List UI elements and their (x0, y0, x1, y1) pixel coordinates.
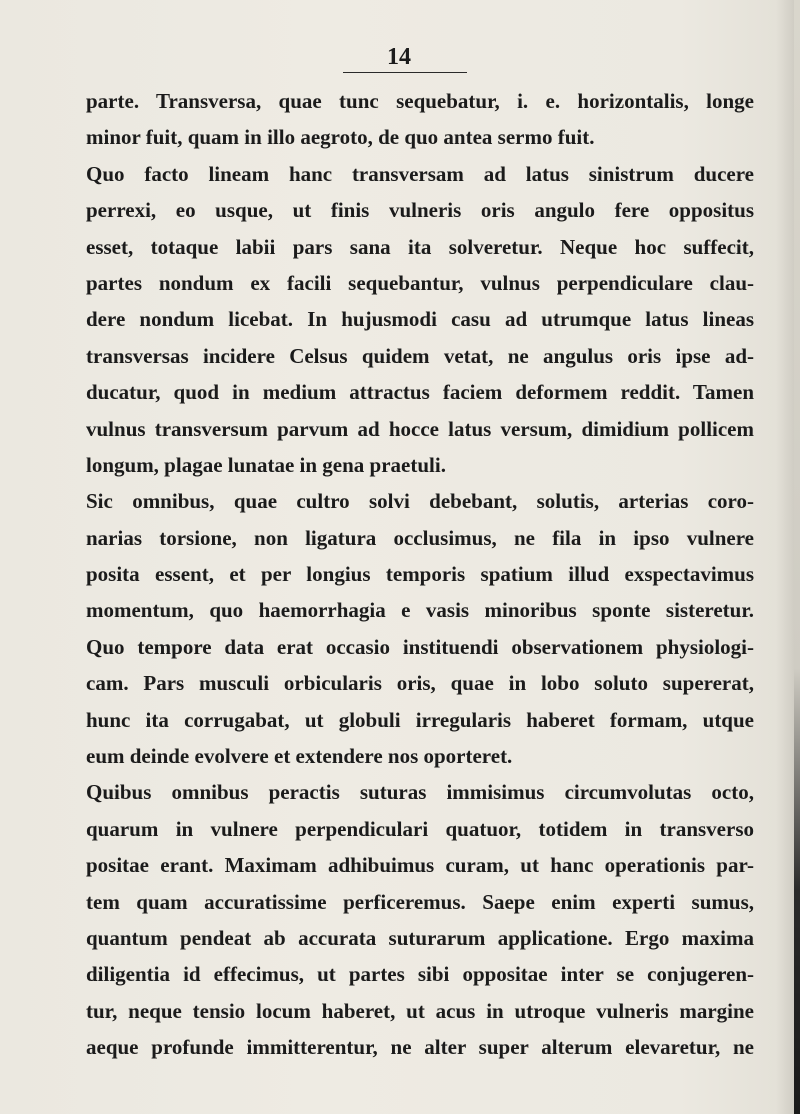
text-line: aeque profunde immitterentur, ne alter super alterum elevaretur, ne (86, 1035, 754, 1060)
text-line: quarum in vulnere perpendiculari quatuor, totidem in transverso (86, 816, 754, 841)
text-line: Sic omnibus, quae cultro solvi debebant, solutis, arterias coro- (86, 489, 754, 514)
text-line: cam. Pars musculi orbicularis oris, quae in lobo soluto supererat, (86, 671, 754, 696)
page-edge-shadow (794, 0, 800, 1114)
text-line: diligentia id effecimus, ut partes sibi oppositae inter se conjugeren- (86, 962, 754, 987)
text-line: vulnus transversum parvum ad hocce latus versum, dimidium pollicem (86, 416, 754, 441)
text-line: momentum, quo haemorrhagia e vasis minoribus sponte sisteretur. (86, 598, 754, 623)
text-line: Quo tempore data erat occasio instituendi observationem physiologi- (86, 634, 754, 659)
text-line: minor fuit, quam in illo aegroto, de quo antea sermo fuit. (86, 125, 595, 150)
text-line: tem quam accuratissime perficeremus. Saepe enim experti sumus, (86, 889, 754, 914)
text-line: parte. Transversa, quae tunc sequebatur, i. e. horizontalis, longe (86, 89, 754, 113)
header-rule (343, 72, 467, 73)
text-line: hunc ita corrugabat, ut globuli irregularis haberet formam, utque (86, 707, 754, 732)
text-line: Quo facto lineam hanc transversam ad latus sinistrum ducere (86, 161, 754, 186)
page-number: 14 (387, 44, 411, 70)
body-text (86, 83, 754, 1066)
text-line: quantum pendeat ab accurata suturarum applicatione. Ergo maxima (86, 925, 754, 950)
text-line: partes nondum ex facili sequebantur, vulnus perpendiculare clau- (86, 270, 754, 295)
text-line: longum, plagae lunatae in gena praetuli. (86, 452, 446, 477)
text-line: ducatur, quod in medium attractus faciem deformem reddit. Tamen (86, 380, 754, 405)
text-line: positae erant. Maximam adhibuimus curam, ut hanc operationis par- (86, 853, 754, 878)
text-line: dere nondum licebat. In hujusmodi casu ad utrumque latus lineas (86, 307, 754, 332)
text-line: Quibus omnibus peractis suturas immisimus circumvolutas octo, (86, 780, 754, 805)
text-line: tur, neque tensio locum haberet, ut acus in utroque vulneris margine (86, 998, 754, 1023)
text-line: eum deinde evolvere et extendere nos oporteret. (86, 744, 513, 769)
text-line: posita essent, et per longius temporis spatium illud exspectavimus (86, 562, 754, 587)
text-line: esset, totaque labii pars sana ita solveretur. Neque hoc suffecit, (86, 234, 754, 259)
text-line: narias torsione, non ligatura occlusimus, ne fila in ipso vulnere (86, 525, 754, 550)
text-line: perrexi, eo usque, ut finis vulneris oris angulo fere oppositus (86, 198, 754, 223)
text-line: transversas incidere Celsus quidem vetat, ne angulus oris ipse ad- (86, 343, 754, 368)
